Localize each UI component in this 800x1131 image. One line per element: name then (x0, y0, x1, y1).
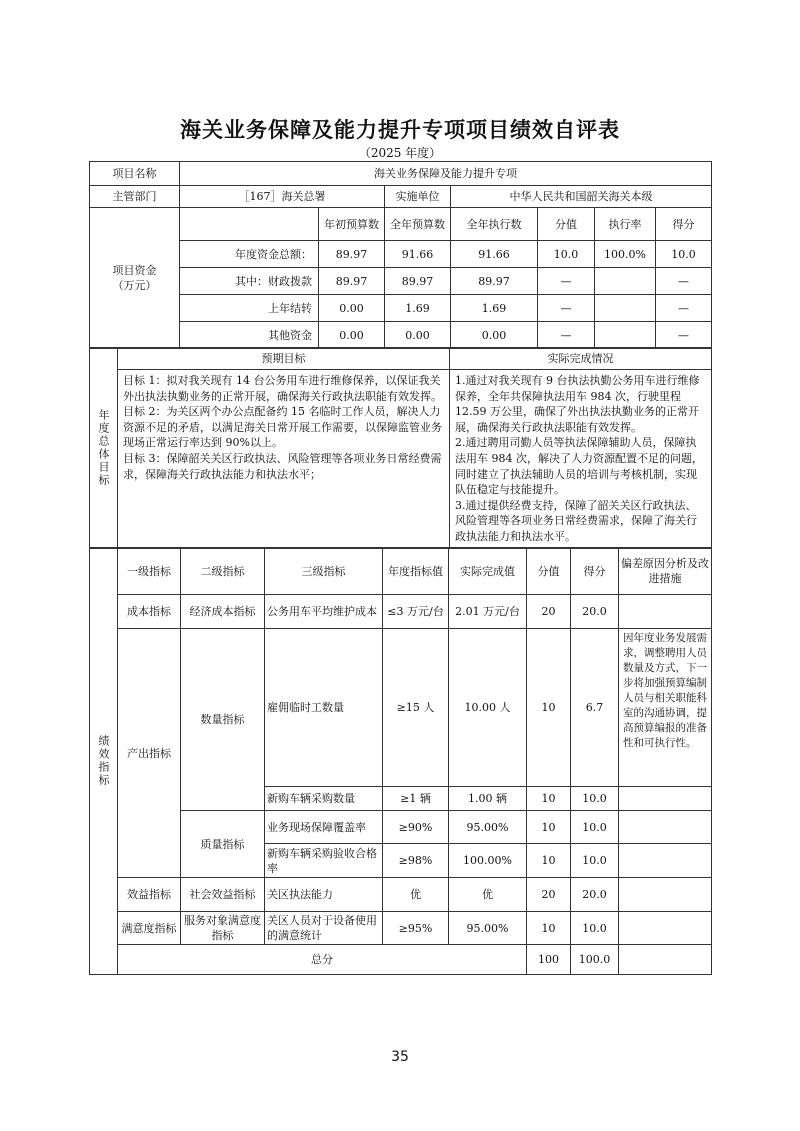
indicator-level1: 效益指标 (118, 878, 181, 912)
indicator-level2: 质量指标 (181, 811, 265, 878)
indicator-actual: 1.00 辆 (449, 787, 527, 811)
funds-score-value: — (538, 322, 595, 349)
funds-row-label: 其他资金 (180, 322, 319, 349)
total-value: 100 (527, 945, 571, 975)
actual-goals-text (450, 370, 712, 549)
funds-executed: 0.00 (451, 322, 538, 349)
indicators-label: 绩效指标 (90, 548, 118, 975)
dept-value: ［167］海关总署 (180, 186, 385, 208)
funds-score: 10.0 (656, 241, 712, 268)
actual-goal-item: 2.通过聘用司勤人员等执法保障辅助人员，保障执法用车 984 次，解决了人力资源配置不足的问题，同时建立了执法辅助人员的培训与考核机制，实现队伍稳定与技能提升。 (455, 436, 703, 497)
indicator-target: ≥15 人 (383, 629, 449, 787)
funds-executed: 89.97 (451, 268, 538, 295)
indicator-level1: 满意度指标 (118, 912, 181, 945)
funds-executed: 91.66 (451, 241, 538, 268)
indicator-row (90, 629, 712, 787)
funds-row-total (90, 241, 712, 268)
indicator-level1: 产出指标 (118, 629, 181, 878)
indicator-level3: 公务用车平均维护成本 (265, 595, 383, 629)
funds-initial: 0.00 (319, 295, 385, 322)
funds-row-fiscal (90, 268, 712, 295)
funds-header-annual: 全年预算数 (385, 208, 451, 241)
header-level1: 一级指标 (118, 548, 181, 595)
funds-row-label: 其中：财政拨款 (180, 268, 319, 295)
funds-score-value: — (538, 268, 595, 295)
page-title: 海关业务保障及能力提升专项项目绩效自评表 (180, 118, 620, 142)
indicator-level3: 关区执法能力 (265, 878, 383, 912)
expected-goals-header: 预期目标 (118, 348, 450, 370)
indicator-score: 10.0 (571, 844, 619, 878)
indicator-target: ≥95% (383, 912, 449, 945)
funds-initial: 89.97 (319, 241, 385, 268)
indicator-deviation: 因年度业务发展需求，调整聘用人员数量及方式，下一步将加强预算编制人员与相关职能科室的沟通协调，提高预算编报的准备性和可执行性。 (619, 629, 712, 787)
funds-header-executed: 全年执行数 (451, 208, 538, 241)
funds-header-score: 得分 (656, 208, 712, 241)
indicator-level3: 新购车辆采购验收合格率 (265, 844, 383, 878)
unit-value: 中华人民共和国韶关海关本级 (451, 186, 712, 208)
header-actual: 实际完成值 (449, 548, 527, 595)
indicator-value: 10 (527, 787, 571, 811)
page-number: 35 (391, 1049, 409, 1065)
expected-goals-text (118, 370, 450, 549)
funds-annual: 1.69 (385, 295, 451, 322)
funds-annual: 0.00 (385, 322, 451, 349)
indicator-actual: 优 (449, 878, 527, 912)
indicator-score: 10.0 (571, 811, 619, 844)
project-name-value: 海关业务保障及能力提升专项 (180, 162, 712, 186)
indicator-value: 10 (527, 811, 571, 844)
indicator-actual: 100.00% (449, 844, 527, 878)
indicator-value: 10 (527, 912, 571, 945)
funds-header-score-value: 分值 (538, 208, 595, 241)
funds-annual: 91.66 (385, 241, 451, 268)
indicator-level2: 服务对象满意度指标 (181, 912, 265, 945)
indicator-deviation (619, 912, 712, 945)
funds-row-carryover (90, 295, 712, 322)
indicator-row (90, 912, 712, 945)
goals-label: 年度总体目标 (90, 348, 118, 549)
funds-executed: 1.69 (451, 295, 538, 322)
indicator-actual: 10.00 人 (449, 629, 527, 787)
indicator-deviation (619, 811, 712, 844)
funds-header-rate: 执行率 (595, 208, 656, 241)
funds-rate (595, 322, 656, 349)
indicator-target: ≥90% (383, 811, 449, 844)
indicator-row (90, 878, 712, 912)
header-level2: 二级指标 (181, 548, 265, 595)
indicator-level2: 数量指标 (181, 629, 265, 811)
header-level3: 三级指标 (265, 548, 383, 595)
funds-score: — (656, 322, 712, 349)
header-deviation: 偏差原因分析及改进措施 (619, 548, 712, 595)
funds-row-label: 上年结转 (180, 295, 319, 322)
funds-rate: 100.0% (595, 241, 656, 268)
funds-score: — (656, 295, 712, 322)
indicator-level3: 新购车辆采购数量 (265, 787, 383, 811)
indicator-value: 10 (527, 629, 571, 787)
actual-goal-item: 1.通过对我关现有 9 台执法执勤公务用车进行维修保养，全年共保障执法用车 984 次，行驶里程 12.59 万公里，确保了外出执法执勤业务的正常开展，确保海关行政执法职能有效发挥。 (455, 374, 700, 434)
indicator-level2: 社会效益指标 (181, 878, 265, 912)
indicator-deviation (619, 595, 712, 629)
indicator-score: 20.0 (571, 878, 619, 912)
funds-rate (595, 268, 656, 295)
indicator-target: ≤3 万元/台 (383, 595, 449, 629)
indicator-actual: 95.00% (449, 912, 527, 945)
indicator-level3: 雇佣临时工数量 (265, 629, 383, 787)
actual-goals-header: 实际完成情况 (450, 348, 712, 370)
header-score: 得分 (571, 548, 619, 595)
indicator-score: 10.0 (571, 912, 619, 945)
indicator-score: 10.0 (571, 787, 619, 811)
funds-score: — (656, 268, 712, 295)
project-funds-table (89, 161, 712, 349)
goals-table (89, 347, 712, 549)
funds-annual: 89.97 (385, 268, 451, 295)
indicator-actual: 95.00% (449, 811, 527, 844)
expected-goal-item: 目标 2：为关区两个办公点配备约 15 名临时工作人员，解决人力资源不足的矛盾，以满足海关日常开展工作需要，以保障监管业务现场正常运行率达到 90%以上。 (123, 405, 442, 450)
project-name-label: 项目名称 (90, 162, 180, 186)
report-year: （2025 年度） (358, 146, 442, 160)
indicator-level1: 成本指标 (118, 595, 181, 629)
funds-label: 项目资金 （万元） (90, 208, 180, 349)
total-row (90, 945, 712, 975)
total-deviation (619, 945, 712, 975)
indicator-value: 20 (527, 595, 571, 629)
unit-label: 实施单位 (385, 186, 451, 208)
funds-row-label: 年度资金总额： (180, 241, 319, 268)
dept-label: 主管部门 (90, 186, 180, 208)
indicator-value: 10 (527, 844, 571, 878)
indicator-row (90, 595, 712, 629)
expected-goal-item: 目标 3：保障韶关关区行政执法、风险管理等各项业务日常经费需求，保障海关行政执法能力和执法水平； (123, 451, 442, 481)
indicator-deviation (619, 787, 712, 811)
indicator-value: 20 (527, 878, 571, 912)
funds-header-initial: 年初预算数 (319, 208, 385, 241)
total-score: 100.0 (571, 945, 619, 975)
indicators-table (89, 547, 712, 975)
indicator-deviation (619, 844, 712, 878)
indicator-score: 20.0 (571, 595, 619, 629)
indicator-target: ≥1 辆 (383, 787, 449, 811)
total-label: 总分 (118, 945, 527, 975)
indicator-target: ≥98% (383, 844, 449, 878)
indicator-level3: 关区人员对于设备使用的满意统计 (265, 912, 383, 945)
header-value: 分值 (527, 548, 571, 595)
funds-header-blank (180, 208, 319, 241)
funds-rate (595, 295, 656, 322)
indicator-actual: 2.01 万元/台 (449, 595, 527, 629)
expected-goal-item: 目标 1：拟对我关现有 14 台公务用车进行维修保养，以保证我关外出执法执勤业务的正常开展，确保海关行政执法职能有效发挥。 (123, 374, 442, 403)
funds-row-other (90, 322, 712, 349)
funds-score-value: 10.0 (538, 241, 595, 268)
indicator-row (90, 811, 712, 844)
header-target: 年度指标值 (383, 548, 449, 595)
funds-initial: 89.97 (319, 268, 385, 295)
indicator-deviation (619, 878, 712, 912)
actual-goal-item: 3.通过提供经费支持，保障了韶关关区行政执法、风险管理等各项业务日常经费需求，保障了海关行政执法能力和执法水平。 (455, 498, 697, 543)
indicator-score: 6.7 (571, 629, 619, 787)
indicator-level2: 经济成本指标 (181, 595, 265, 629)
funds-score-value: — (538, 295, 595, 322)
indicator-target: 优 (383, 878, 449, 912)
indicator-level3: 业务现场保障覆盖率 (265, 811, 383, 844)
funds-initial: 0.00 (319, 322, 385, 349)
